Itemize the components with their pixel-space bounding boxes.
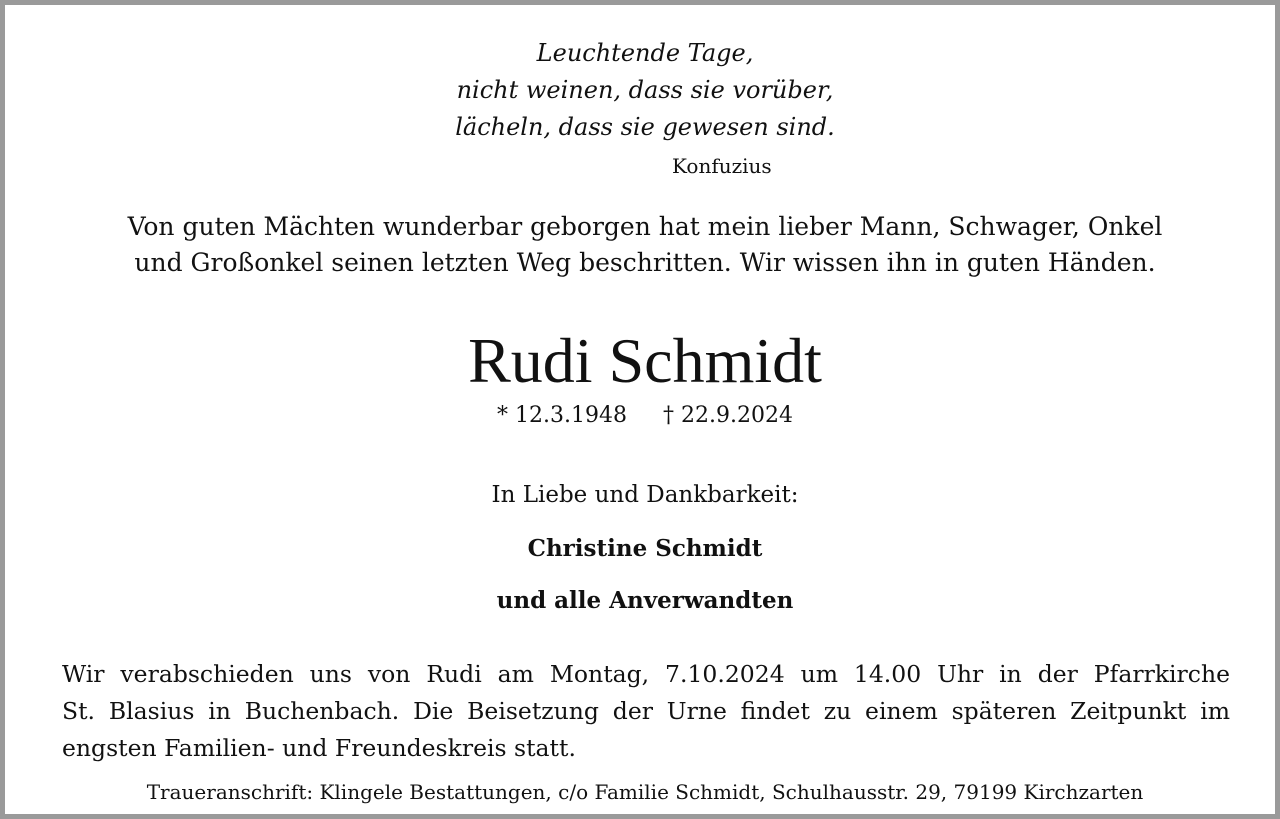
service-text — [62, 656, 1230, 767]
intro-line: und Großonkel seinen letzten Weg beschritten. Wir wissen ihn in guten Händen. — [134, 248, 1156, 277]
quote-line: Leuchtende Tage, — [536, 39, 754, 67]
deceased-name: Rudi Schmidt — [468, 325, 822, 396]
mourner-name: und alle Anverwandten — [496, 587, 794, 614]
service-line: engsten Familien- und Freundeskreis statt. — [62, 734, 576, 762]
intro-text — [5, 209, 1280, 281]
service-line: Wir verabschieden uns von Rudi am Montag, 7.10.2024 um 14.00 Uhr in der Pfarrkirche — [62, 660, 1230, 688]
intro-line: Von guten Mächten wunderbar geborgen hat mein lieber Mann, Schwager, Onkel — [127, 212, 1163, 241]
quote-line: nicht weinen, dass sie vorüber, — [456, 76, 834, 104]
mourner-name: Christine Schmidt — [527, 535, 763, 562]
condolence-address: Traueranschrift: Klingele Bestattungen, c/o Familie Schmidt, Schulhausstr. 29, 79199 Kirchzarten — [146, 780, 1144, 804]
quote-author: Konfuzius — [672, 154, 772, 178]
quote-line: lächeln, dass sie gewesen sind. — [455, 113, 835, 141]
quote — [5, 35, 1280, 146]
death-date: † 22.9.2024 — [663, 403, 793, 428]
life-dates — [5, 401, 1280, 431]
service-line: St. Blasius in Buchenbach. Die Beisetzung der Urne findet zu einem späteren Zeitpunkt im — [62, 697, 1230, 725]
birth-date: * 12.3.1948 — [497, 403, 627, 428]
mourners-heading: In Liebe und Dankbarkeit: — [491, 482, 799, 508]
